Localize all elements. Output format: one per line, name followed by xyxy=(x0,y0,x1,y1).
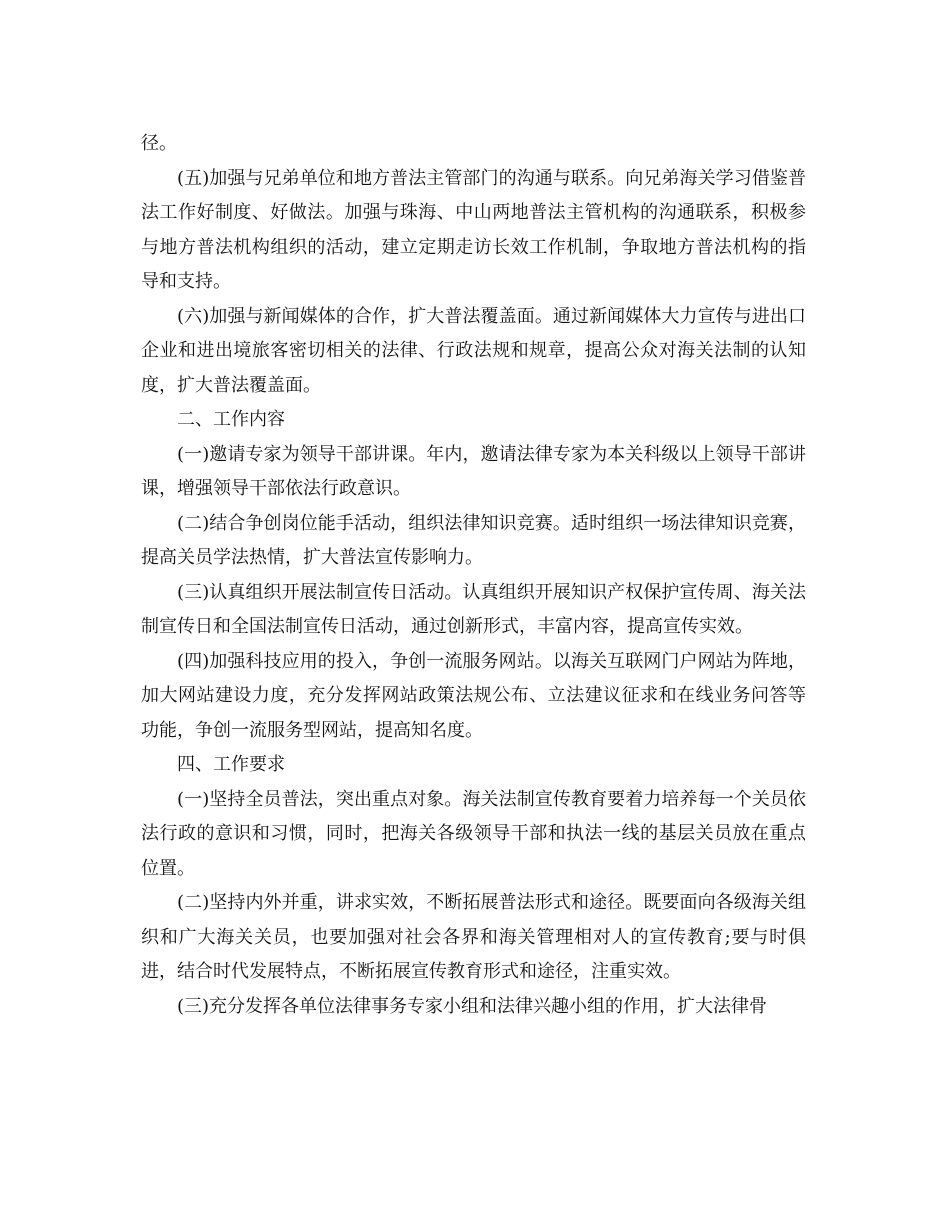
paragraph-content-3: (三)认真组织开展法制宣传日活动。认真组织开展知识产权保护宣传周、海关法制宣传日和全国法制宣传日活动，通过创新形式，丰富内容，提高宣传实效。 xyxy=(141,581,806,637)
paragraph-requirement-1: (一)坚持全员普法，突出重点对象。海关法制宣传教育要着力培养每一个关员依法行政的意识和习惯，同时，把海关各级领导干部和执法一线的基层关员放在重点位置。 xyxy=(141,788,806,879)
paragraph-item-6: (六)加强与新闻媒体的合作，扩大普法覆盖面。通过新闻媒体大力宣传与进出口企业和进出境旅客密切相关的法律、行政法规和规章，提高公众对海关法制的认知度，扩大普法覆盖面。 xyxy=(141,305,806,396)
paragraph-requirement-3: (三)充分发挥各单位法律事务专家小组和法律兴趣小组的作用，扩大法律骨 xyxy=(177,995,768,1017)
section-heading-work-content: 二、工作内容 xyxy=(177,409,285,430)
paragraph-content-4: (四)加强科技应用的投入，争创一流服务网站。以海关互联网门户网站为阵地，加大网站建设力度，充分发挥网站政策法规公布、立法建议征求和在线业务问答等功能，争创一流服务型网站，提高知名度。 xyxy=(141,650,806,741)
paragraph-content-2: (二)结合争创岗位能手活动，组织法律知识竞赛。适时组织一场法律知识竞赛，提高关员学法热情，扩大普法宣传影响力。 xyxy=(141,512,806,568)
paragraph-continuation: 径。 xyxy=(141,133,177,154)
paragraph-requirement-2: (二)坚持内外并重，讲求实效，不断拓展普法形式和途径。既要面向各级海关组织和广大海关关员，也要加强对社会各界和海关管理相对人的宣传教育;要与时俱进，结合时代发展特点，不断拓展宣传教育形式和途径，注重实效。 xyxy=(141,892,806,982)
section-heading-work-requirements: 四、工作要求 xyxy=(177,754,285,775)
document-body xyxy=(141,127,806,1024)
paragraph-content-1: (一)邀请专家为领导干部讲课。年内，邀请法律专家为本关科级以上领导干部讲课，增强领导干部依法行政意识。 xyxy=(141,443,806,499)
paragraph-item-5: (五)加强与兄弟单位和地方普法主管部门的沟通与联系。向兄弟海关学习借鉴普法工作好制度、好做法。加强与珠海、中山两地普法主管机构的沟通联系，积极参与地方普法机构组织的活动，建立定期走访长效工作机制，争取地方普法机构的指导和支持。 xyxy=(141,167,806,292)
